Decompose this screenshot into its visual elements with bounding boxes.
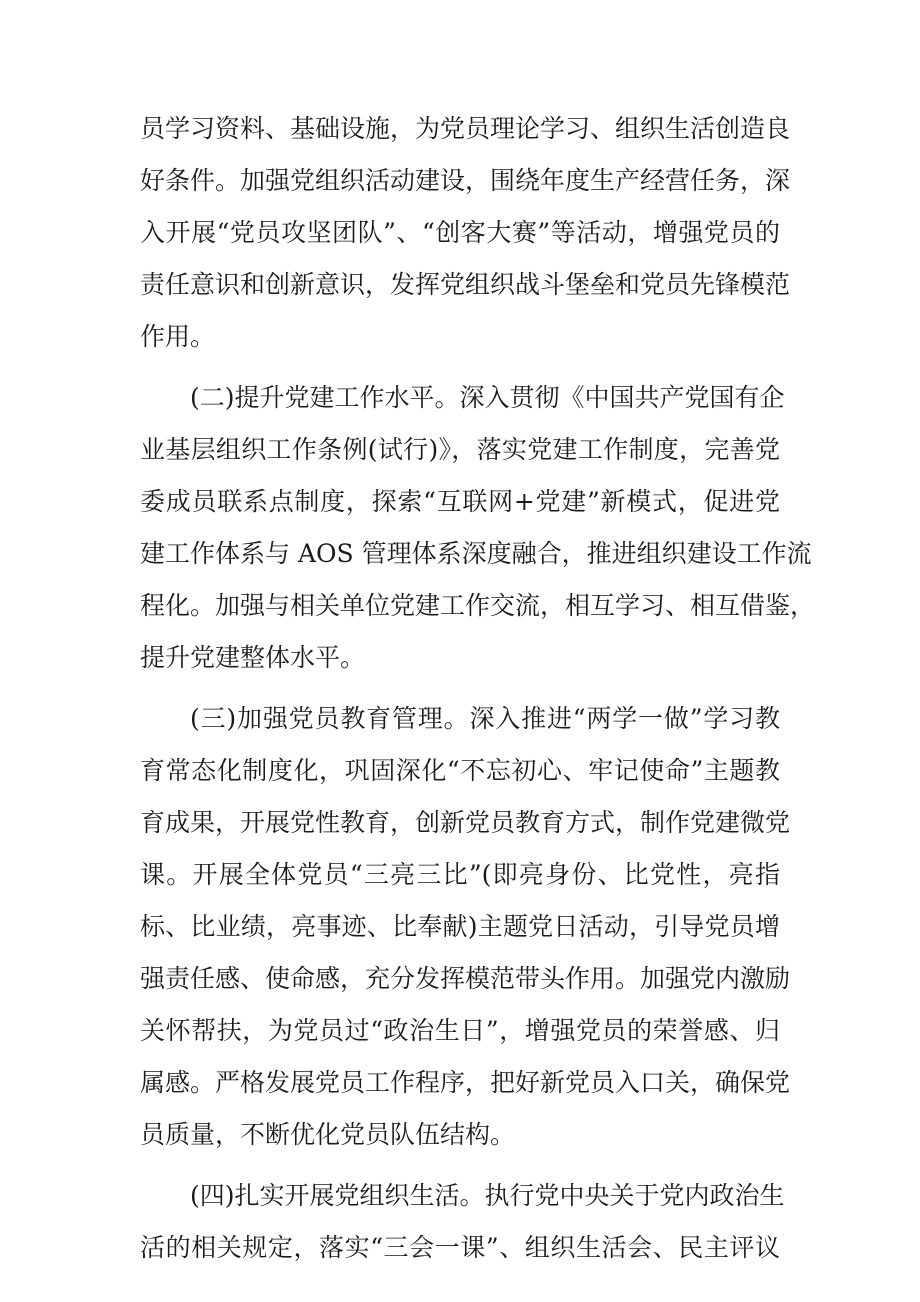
- text-line: 育常态化制度化，巩固深化“不忘初心、牢记使命”主题教: [140, 756, 780, 785]
- text-line: 责任意识和创新意识，发挥党组织战斗堡垒和党员先锋模范: [140, 270, 791, 299]
- text-line: 好条件。加强党组织活动建设，围绕年度生产经营任务，深: [140, 166, 791, 195]
- text-line: 员学习资料、基础设施，为党员理论学习、组织生活创造良: [140, 114, 791, 143]
- text-line: 程化。加强与相关单位党建工作交流，相互学习、相互借鉴，: [140, 591, 816, 620]
- text-line: 标、比业绩，亮事迹、比奉献)主题党日活动，引导党员增: [140, 912, 780, 941]
- text-line: 属感。严格发展党员工作程序，把好新党员入口关，确保党: [140, 1068, 791, 1097]
- text-line: (三)加强党员教育管理。深入推进“两学一做”学习教: [190, 704, 780, 733]
- text-line: 委成员联系点制度，探索“互联网+党建”新模式，促进党: [140, 487, 780, 516]
- text-line: 关怀帮扶，为党员过“政治生日”，增强党员的荣誉感、归: [140, 1016, 780, 1045]
- text-line: 育成果，开展党性教育，创新党员教育方式，制作党建微党: [140, 808, 791, 837]
- paragraph-2: [140, 372, 816, 684]
- text-line: 员质量，不断优化党员队伍结构。: [140, 1120, 516, 1149]
- paragraph-3: [140, 693, 791, 1161]
- text-line: 业基层组织工作条例(试行)》，落实党建工作制度，完善党: [140, 435, 780, 464]
- text-line: 作用。: [140, 322, 216, 351]
- document-body: [140, 103, 816, 1274]
- text-line: (二)提升党建工作水平。深入贯彻《中国共产党国有企: [190, 383, 785, 412]
- text-line: (四)扎实开展党组织生活。执行党中央关于党内政治生: [190, 1181, 785, 1210]
- text-line: 建工作体系与 AOS 管理体系深度融合，推进组织建设工作流: [140, 539, 812, 568]
- paragraph-1: [140, 103, 791, 363]
- text-line: 活的相关规定，落实“三会一课”、组织生活会、民主评议: [140, 1233, 780, 1262]
- text-line: 提升党建整体水平。: [140, 643, 366, 672]
- text-line: 课。开展全体党员“三亮三比”(即亮身份、比党性，亮指: [140, 860, 780, 889]
- text-line: 强责任感、使命感，充分发挥模范带头作用。加强党内激励: [140, 964, 791, 993]
- text-line: 入开展“党员攻坚团队”、“创客大赛”等活动，增强党员的: [140, 218, 780, 247]
- paragraph-4: [140, 1170, 785, 1274]
